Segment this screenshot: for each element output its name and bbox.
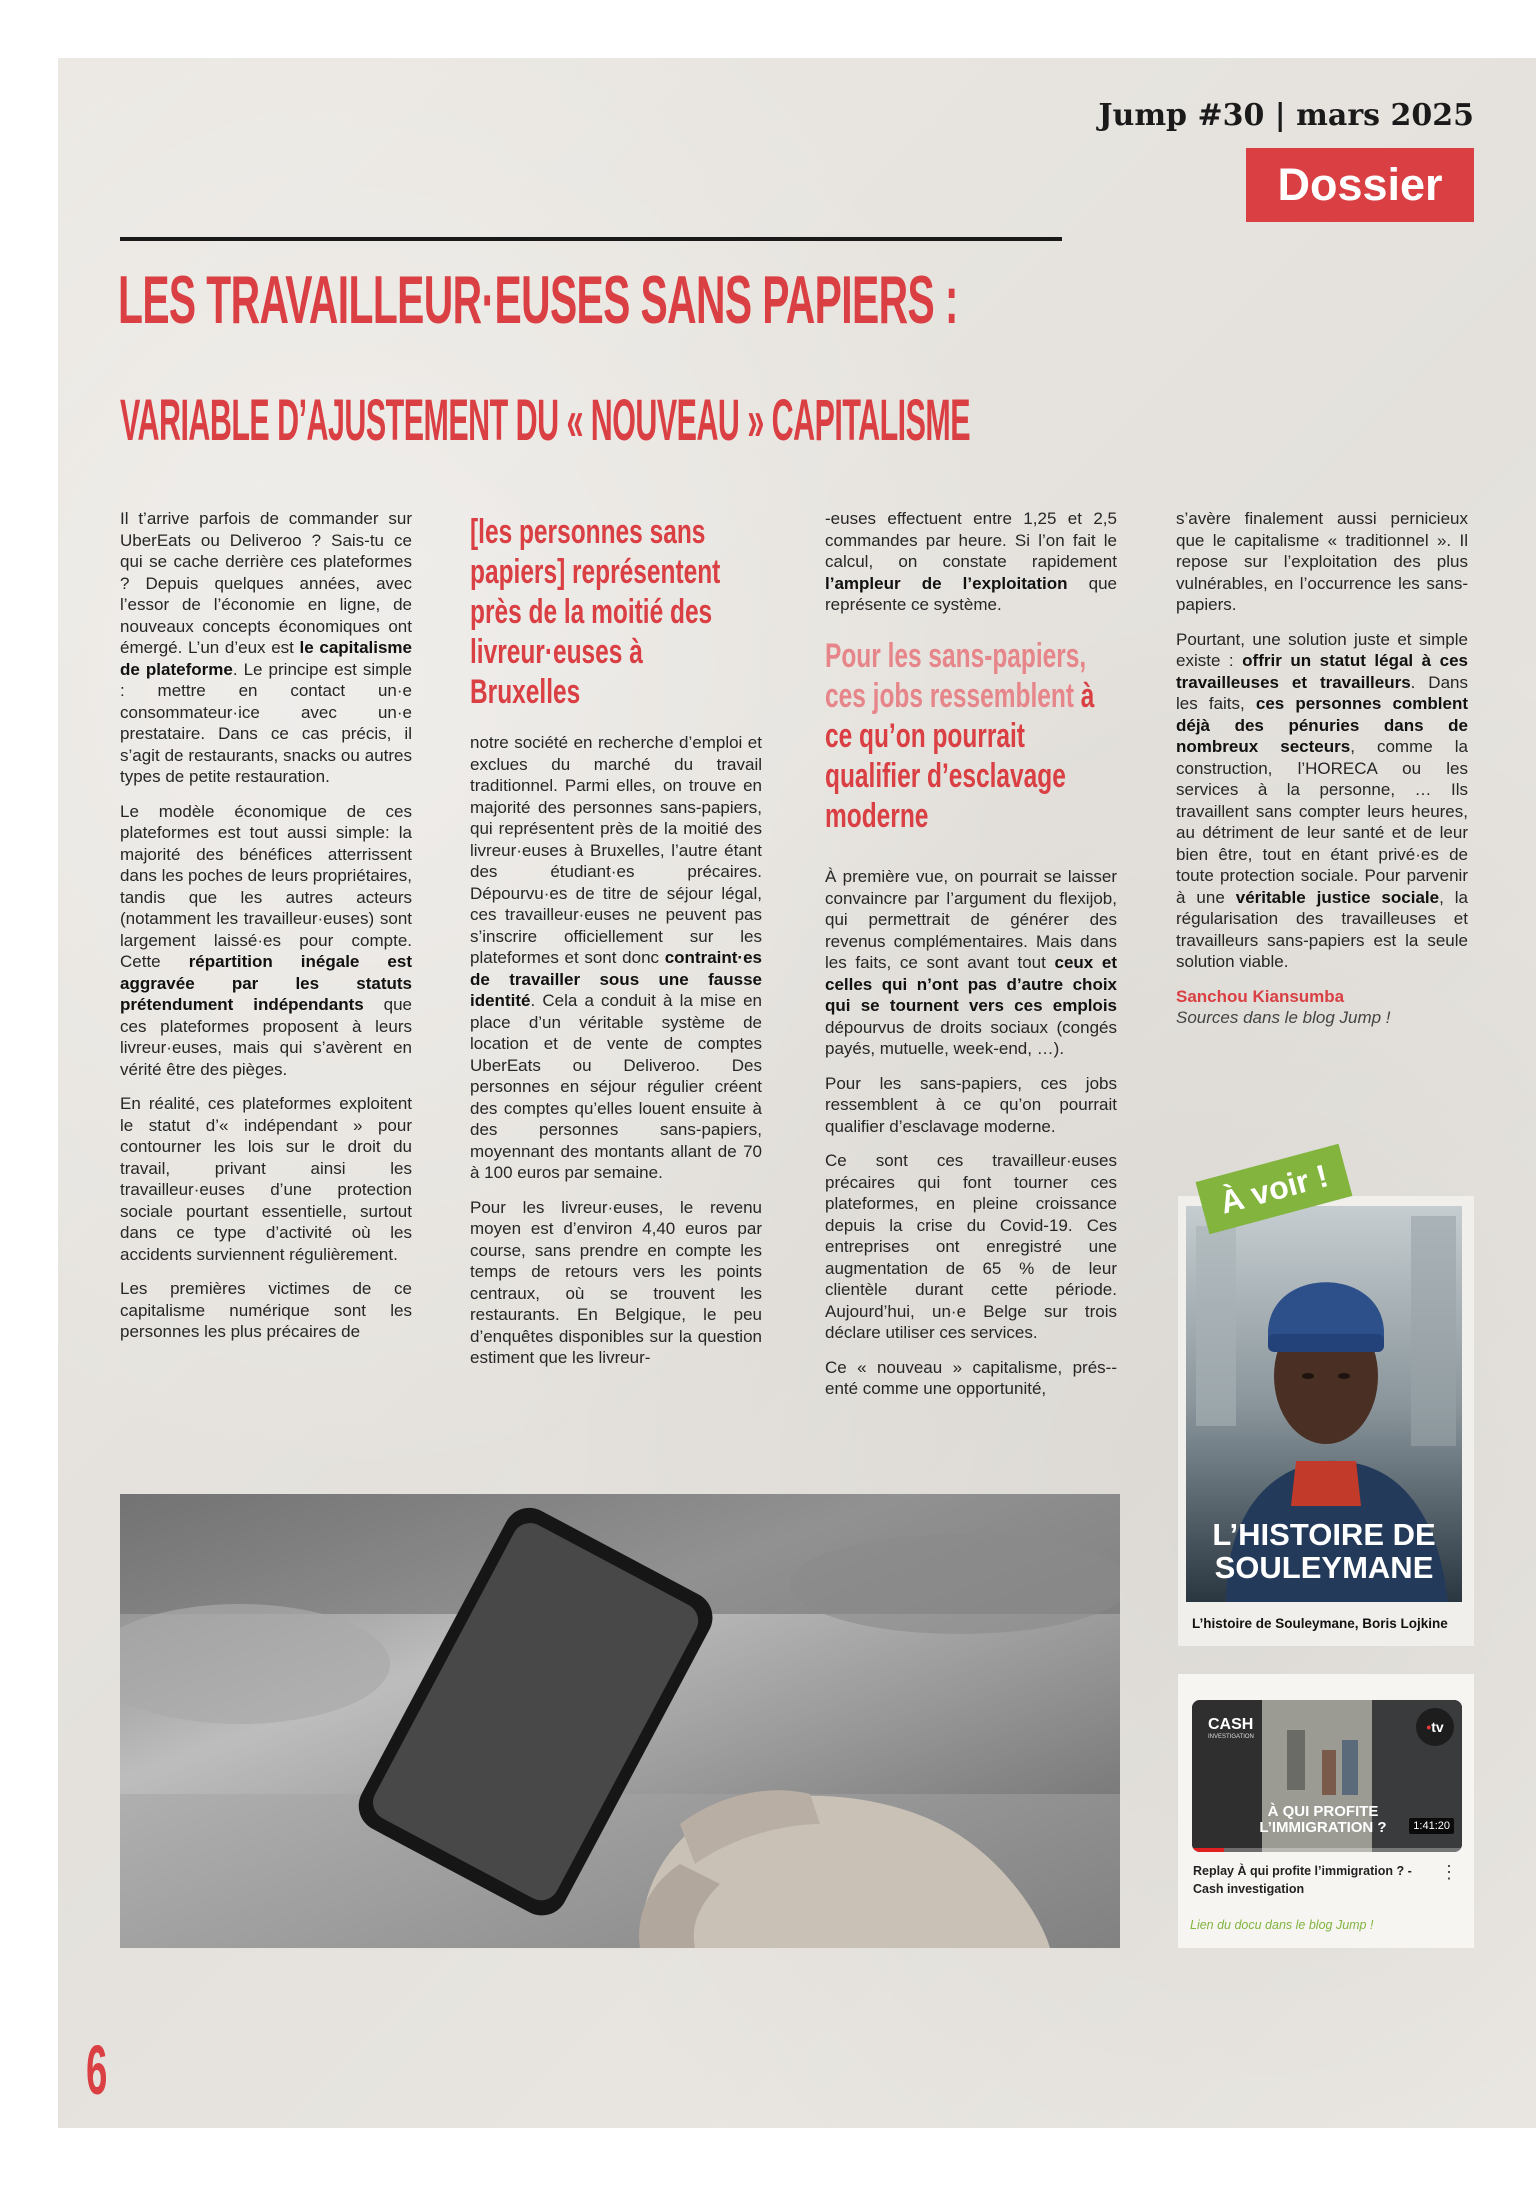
paragraph: À première vue, on pourrait se laisser convaincre par l’argument du flexijob, qui permettrait de générer des revenus complémentaires. Mais dans les faits, ce sont avant tout ceux et celles qui n’ont pas d’autre choix qui se tournent vers ces emplois dépourvus de droits sociaux (congés payés, mutuelle, week-end, …). bbox=[825, 867, 1117, 1058]
emphasis: ces personnes comblent déjà des pénuries dans de nombreux secteurs bbox=[1176, 694, 1468, 756]
article-column-3 bbox=[825, 508, 1117, 629]
more-options-icon[interactable]: ⋮ bbox=[1440, 1862, 1458, 1882]
paragraph: Ce sont ces travailleur·euses précaires qui font tourner ces plateformes, en pleine croissance depuis la crise du Covid-19. Ces entreprises ont enregistré une augmentation de 65 % de leur clientèle durant cette période. Aujourd’hui, un·e Belge sur trois déclare utiliser ces services. bbox=[825, 1151, 1117, 1342]
article-column-1 bbox=[120, 508, 412, 1356]
paragraph: notre société en recherche d’emploi et exclues du marché du travail traditionnel. Parmi elles, on trouve en majorité des personnes sans-papiers, qui représentent près de la moitié des livreur·euses à Bruxelles, l’autre étant des étudiant·es précaires. Dépourvu·es de titre de séjour légal, ces travailleur·euses ne peuvent pas s’inscrire officiellement sur les plateformes et sont donc contraint·es de travailler sous une fausse identité. Cela a conduit à la mise en place d’un véritable système de location et de vente de comptes UberEats ou Deliveroo. Des personnes en séjour régulier créent des comptes qu’elles louent ensuite à des personnes sans-papiers, moyennant des montants allant de 70 à 100 euros par semaine. bbox=[470, 733, 762, 1182]
tv-icon: • tv bbox=[1416, 1708, 1454, 1746]
paragraph: Pour les sans-papiers, ces jobs ressemblent à ce qu’on pourrait qualifier d’esclavage moderne. bbox=[825, 1073, 1117, 1136]
video-link-note: Lien du docu dans le blog Jump ! bbox=[1190, 1918, 1374, 1932]
film-poster[interactable] bbox=[1186, 1206, 1462, 1602]
article-column-2 bbox=[470, 732, 762, 1382]
pull-quote: Pour les sans-papiers, ces jobs ressemblent à ce qu’on pourrait qualifier d’esclavage moderne bbox=[825, 637, 1095, 835]
paragraph: Il t’arrive parfois de commander sur UberEats ou Deliveroo ? Sais-tu ce qui se cache derrière ces plateformes ? Depuis quelques années, avec l’essor de l’économie en ligne, de nouveaux concepts économiques ont émergé. L’un d’eux est le capitalisme de plateforme. Le principe est simple : mettre en contact un·e consommateur·ice avec un·e prestataire. Dans ce cas précis, il s’agit de restaurants, snacks ou autres types de petite restauration. bbox=[120, 509, 412, 786]
phone-hand-photo bbox=[120, 1494, 1120, 1948]
article-column-3-continued bbox=[825, 866, 1117, 1413]
emphasis: contraint·es de travailler sous une fausse identité bbox=[470, 948, 762, 1010]
video-progress-fill bbox=[1192, 1848, 1224, 1852]
emphasis: offrir un statut légal à ces travailleuses et travailleurs bbox=[1176, 651, 1468, 692]
poster-caption: L’histoire de Souleymane, Boris Lojkine bbox=[1192, 1616, 1448, 1631]
article-subtitle: VARIABLE D’AJUSTEMENT DU « NOUVEAU » CAPITALISME bbox=[120, 388, 971, 453]
emphasis: véritable justice sociale bbox=[1235, 887, 1440, 907]
article-title: LES TRAVAILLEUR·EUSES SANS PAPIERS : bbox=[118, 262, 958, 338]
title-rule bbox=[120, 237, 1062, 241]
phone-hand-illustration bbox=[120, 1494, 1120, 1948]
poster-title: L’HISTOIRE DE SOULEYMANE bbox=[1212, 1517, 1436, 1585]
sources-note: Sources dans le blog Jump ! bbox=[1176, 1008, 1391, 1027]
section-badge: Dossier bbox=[1246, 148, 1474, 222]
a-voir-badge: À voir ! bbox=[1196, 1144, 1353, 1234]
paragraph: Pour les livreur·euses, le revenu moyen est d’environ 4,40 euros par course, sans prendre en compte les temps de retours vers les points centraux, où se trouvent les restaurants. En Belgique, le peu d’enquêtes disponibles sur la question estiment que les livreur- bbox=[470, 1197, 762, 1367]
video-progress-bar[interactable] bbox=[1192, 1848, 1462, 1852]
emphasis: l’ampleur de l’exploitation bbox=[825, 573, 1068, 593]
emphasis: répartition inégale est aggravée par les statuts prétendument indépendants bbox=[120, 952, 412, 1014]
paragraph: En réalité, ces plateformes exploitent le statut d’« indépendant » pour contourner les lois sur le droit du travail, privant ainsi les travailleur·euses d’une protection sociale pourtant essentielle, surtout dans ce type d’activité où les accidents surviennent régulièrement. bbox=[120, 1094, 412, 1264]
issue-label: Jump #30 | mars 2025 bbox=[1098, 98, 1474, 133]
paragraph: Ce « nouveau » capitalisme, prés--enté comme une opportunité, bbox=[825, 1357, 1117, 1398]
paragraph: s’avère finalement aussi pernicieux que le capitalisme « traditionnel ». Il repose sur l’exploitation des plus vulnérables, en l’occurrence les sans-papiers. bbox=[1176, 509, 1468, 614]
paragraph: -euses effectuent entre 1,25 et 2,5 commandes par heure. Si l’on fait le calcul, on constate rapidement l’ampleur de l’exploitation que représente ce système. bbox=[825, 509, 1118, 614]
article-column-4 bbox=[1176, 508, 1468, 1042]
pull-quote: [les personnes sans papiers] représentent près de la moitié des livreur·euses à Bruxelles bbox=[470, 513, 721, 711]
video-duration: 1:41:20 bbox=[1409, 1818, 1454, 1834]
channel-subtitle: INVESTIGATION bbox=[1208, 1734, 1254, 1740]
paragraph: Les premières victimes de ce capitalisme numérique sont les personnes les plus précaires de bbox=[120, 1279, 412, 1341]
paragraph: Le modèle économique de ces plateformes est tout aussi simple: la majorité des bénéfices atterrissent dans les poches de leurs propriétaires, tandis que les autres acteurs (notamment les travailleur·euses) sont largement laissé·es pour compte. Cette répartition inégale est aggravée par les statuts prétendument indépendants que ces plateformes proposent à leurs livreur·euses, mais qui s’avèrent en vérité être des pièges. bbox=[120, 801, 412, 1079]
emphasis: le capitalisme de plateforme bbox=[120, 638, 412, 679]
video-caption[interactable]: Replay À qui profite l’immigration ? - Cash investigation bbox=[1193, 1864, 1412, 1896]
video-thumbnail[interactable] bbox=[1192, 1700, 1462, 1852]
author-name: Sanchou Kiansumba bbox=[1176, 986, 1345, 1006]
page-number: 6 bbox=[86, 2031, 108, 2109]
paragraph: Pourtant, une solution juste et simple existe : offrir un statut légal à ces travailleuses et travailleurs. Dans les faits, ces personnes comblent déjà des pénuries dans de nombreux secteurs, comme la construction, l’HORECA ou les services à la personne, … Ils travaillent sans compter leurs heures, au détriment de leur santé et de leur bien être, tout en étant privé·es de toute protection sociale. Pour parvenir à une véritable justice sociale, la régularisation des travailleuses et travailleurs sans-papiers est la seule solution viable. bbox=[1176, 629, 1468, 971]
video-overlay-title: À QUI PROFITE L’IMMIGRATION ? bbox=[1259, 1803, 1387, 1836]
emphasis: ceux et celles qui n’ont pas d’autre choix qui se tournent vers ces emplois bbox=[825, 953, 1117, 1015]
channel-logo: CASH bbox=[1208, 1716, 1254, 1733]
